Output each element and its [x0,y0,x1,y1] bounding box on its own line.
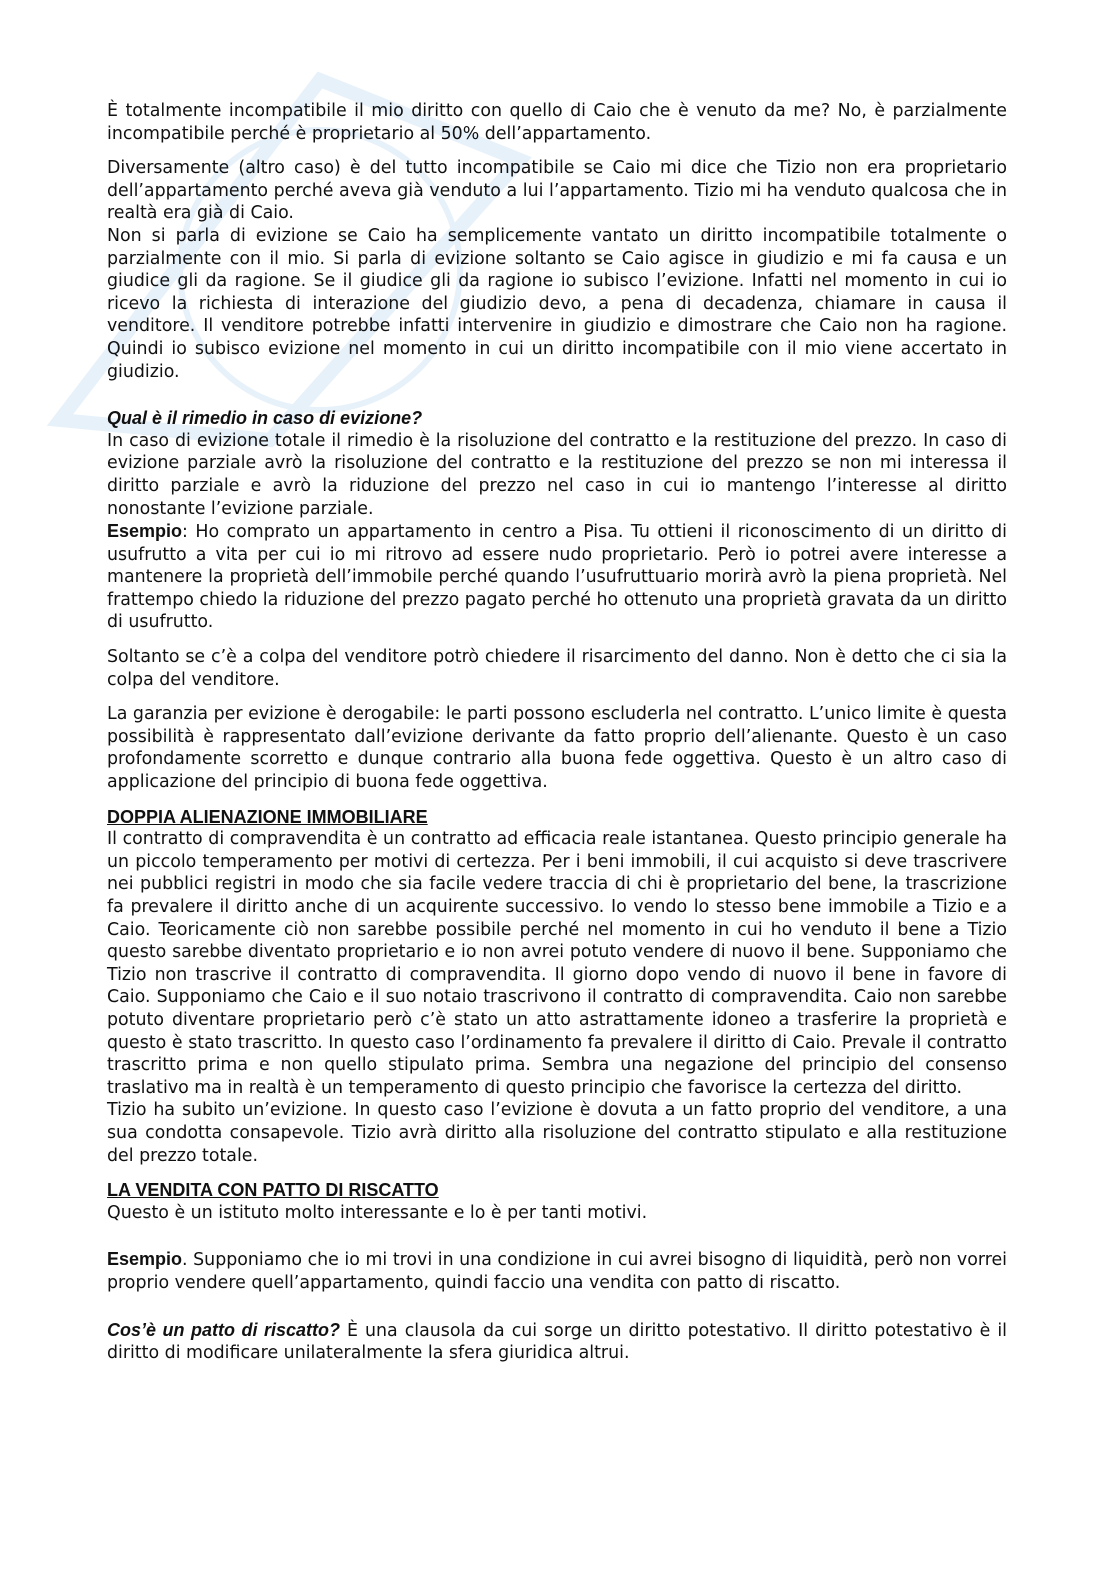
question-label: Cos’è un patto di riscatto? [107,1319,340,1340]
paragraph-tizio-evizione: Tizio ha subito un’evizione. In questo caso l’evizione è dovuta a un fatto proprio del venditore, a una sua condotta consapevole. Tizio avrà diritto alla risoluzione del contratto stipulato e alla restituzione del prezzo totale. [107,1100,1007,1166]
heading-rimedio-evizione: Qual è il rimedio in caso di evizione? [107,408,423,429]
definition-text: È una clausola da cui sorge un diritto potestativo. Il diritto potestativo è il diritto di modificare unilateralmente la sfera giuridica altrui. [107,1320,1007,1364]
paragraph-istituto: Questo è un istituto molto interessante e lo è per tanti motivi. [107,1202,648,1223]
paragraph-doppia-alienazione: Il contratto di compravendita è un contratto ad efficacia reale istantanea. Questo principio generale ha un piccolo temperamento per motivi di certezza. Per i beni immobili, il cui acquisto si deve trascrivere nei pubblici registri in modo che sia facile vedere traccia di chi è proprietario del bene, la trascrizione fa prevalere il diritto anche di un acquirente successivo. Io vendo lo stesso bene immobile a Tizio e a Caio. Teoricamente ciò non sarebbe possibile perché nel momento in cui ho venduto il bene a Tizio questo sarebbe diventato proprietario e io non avrei potuto vendere di nuovo il bene. Supponiamo che Tizio non trascrive il contratto di compravendita. Il giorno dopo vendo di nuovo il bene in favore di Caio. Supponiamo che Caio e il suo notaio trascrivono il contratto di compravendita. Caio non sarebbe potuto diventare proprietario però c’è stato un atto astrattamente idoneo a trasferire la proprietà e questo è stato trascritto. In questo caso l’ordinamento fa prevalere il diritto di Caio. Prevale il contratto trascritto prima e non quello stipulato prima. Sembra una negazione del principio del consenso traslativo ma in realtà è un temperamento di questo principio che favorisce la certezza del diritto. [107,829,1007,1098]
esempio-label-2: Esempio [107,1249,183,1270]
document-page [107,100,1007,1365]
paragraph-patto-riscatto-definizione [107,1319,1007,1365]
heading-doppia-alienazione: DOPPIA ALIENAZIONE IMMOBILIARE [107,806,428,827]
paragraph-incompatibilita-totale: Diversamente (altro caso) è del tutto incompatibile se Caio mi dice che Tizio non era proprietario dell’appartamento perché aveva già venduto a lui l’appartamento. Tizio mi ha venduto qualcosa che in realtà era già di Caio. [107,158,1007,224]
heading-patto-riscatto: LA VENDITA CON PATTO DI RISCATTO [107,1180,439,1201]
paragraph-evizione-giudizio: Non si parla di evizione se Caio ha semplicemente vantato un diritto incompatibile totalmente o parzialmente con il mio. Si parla di evizione soltanto se Caio agisce in giudizio e mi fa causa e un giudice gli da ragione. Se il giudice gli da ragione io subisco l’evizione. Infatti nel momento in cui io ricevo la richiesta di interazione del giudizio devo, a pena di decadenza, chiamare in causa il venditore. Il venditore potrebbe infatti intervenire in giudizio e dimostrare che Caio non ha ragione. Quindi io subisco evizione nel momento in cui un diritto incompatibile con il mio viene accertato in giudizio. [107,225,1007,382]
paragraph-esempio-pisa [107,520,1007,634]
paragraph-rimedio: In caso di evizione totale il rimedio è la risoluzione del contratto e la restituzione del prezzo. In caso di evizione parziale avrò la risoluzione del contratto e la restituzione del prezzo se non mi interessa il diritto parziale e avrò la riduzione del prezzo nel caso in cui io mantengo l’interesse al diritto nonostante l’evizione parziale. [107,430,1007,519]
paragraph-incompatibilita-parziale: È totalmente incompatibile il mio diritto con quello di Caio che è venuto da me? No, è parzialmente incompatibile perché è proprietario al 50% dell’appartamento. [107,101,1007,144]
esempio-label: Esempio [107,521,183,542]
paragraph-esempio-liquidita [107,1248,1007,1294]
esempio-text: : Ho comprato un appartamento in centro a Pisa. Tu ottieni il riconoscimento di un diritto di usufrutto a vita per cui io mi ritrovo ad essere nudo proprietario. Però io potrei avere interesse a mantenere la proprietà dell’immobile perché quando l’usufruttuario morirà avrò la piena proprietà. Nel frattempo chiedo la riduzione del prezzo pagato perché ho ottenuto una proprietà gravata da un diritto di usufrutto. [107,522,1007,633]
paragraph-garanzia-derogabile: La garanzia per evizione è derogabile: le parti possono escluderla nel contratto. L’unico limite è questa possibilità è rappresentato dall’evizione derivante da fatto proprio dell’alienante. Questo è un caso profondamente scorretto e dunque contrario alla buona fede oggettiva. Questo è un altro caso di applicazione del principio di buona fede oggettiva. [107,704,1007,793]
paragraph-colpa-venditore: Soltanto se c’è a colpa del venditore potrò chiedere il risarcimento del danno. Non è detto che ci sia la colpa del venditore. [107,647,1007,690]
esempio-text-2: . Supponiamo che io mi trovi in una condizione in cui avrei bisogno di liquidità, però non vorrei proprio vendere quell’appartamento, quindi faccio una vendita con patto di riscatto. [107,1250,1007,1293]
